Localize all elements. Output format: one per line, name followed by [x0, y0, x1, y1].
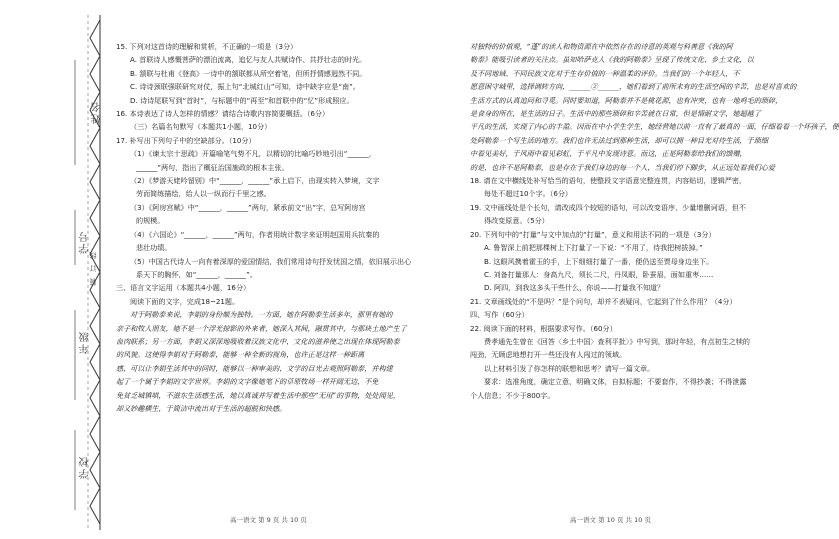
seal-text: 装 订 线: [89, 250, 97, 286]
question-17-item-2: （2）《梦游天姥吟留别》中“______，______”承上启下，由现实转入梦境，文字: [130, 176, 380, 186]
passage-line: 却又妙趣横生，于简洁中流出对于生活的超脱和快感。: [116, 403, 287, 413]
question-17-item-2-cont: 劳而简练描绘，给人以一纵而行千里之感。: [136, 189, 271, 199]
option-15d: D. 诗诗尾联写到“首时”，与标题中的“再至”和首联中的“忆”形成照应。: [130, 95, 354, 105]
option-15a: A. 首联诗人感慨菩萨的漂泊流离，追忆与友人共赋诗作、共抒壮志的时光。: [130, 55, 367, 65]
section-heading-dictation: （三）名篇名句默写（本题共1小题，10分）: [130, 122, 272, 132]
passage-line: 及不同地域、不同民族文化对于生存价值的一种温柔的评价。当我们的一个年轻人，不: [470, 68, 740, 78]
question-17-item-4: （4）《六国论》“______，______”两句，作者用统计数字来证明赵国用兵抗秦的: [130, 229, 380, 239]
question-17-item-4-cont: 悲壮功绩。: [136, 243, 172, 253]
question-20-stem: 20. 下列句中的“打量”与文中加点的“打量”，意义和用法不同的一项是（3分）: [470, 229, 716, 239]
question-18-stem: 18. 请在文中横线处补写恰当的语句，使整段文字语意完整连贯，内容贴切，逻辑严密，: [470, 176, 747, 186]
passage-line: 是食身的所在，是生活的日子。生活中的那些琐碎和辛苦就在日常，但是情耐文学，她超越了: [470, 109, 761, 119]
left-page-content: [116, 40, 416, 415]
question-17-item-3-cont: 的规模。: [136, 216, 165, 226]
question-18-cont: 每处不超过10个字。（6分）: [484, 189, 573, 199]
option-20d: D. 阿四，到我这多头干些什么，你说——打量我不知道？: [484, 283, 665, 293]
passage-line: 血肉联系；另一方面，李娟又深深地吸收着汉族文化中，文化的滋养使之出现在体现阿勒泰: [116, 336, 400, 346]
passage-line: 的是，也许不是阿勒泰，也是存在于我们身边的每一个人，当我们停下脚步，从正远处看我们心爱: [470, 162, 776, 172]
writing-requirements: 要求：选准角度，确定立意，明确文体，自拟标题；不要套作，不得抄袭；不得泄露: [484, 377, 747, 387]
question-19-cont: 得改变原意。（5分）: [484, 216, 549, 226]
question-17-stem: 17. 补写出下列句子中的空缺部分。（10分）: [116, 135, 256, 145]
school-label: 学校: [80, 455, 91, 479]
question-15-stem: 15. 下列对这首诗的理解和赏析，不正确的一项是（3分）: [116, 42, 298, 51]
right-page-footer: 高一语文 第 10 页 共 10 页: [570, 516, 651, 524]
option-15c: C. 诗诗颈联强联研究对仗，振上句“北城红山”可知，诗中缺字应是“南”。: [130, 82, 360, 92]
passage-line: 亲子和牧人朋友，她不是一个浮光掠影的外来者，她深入其间，融贯其中，与那块土地产生了: [116, 323, 407, 333]
question-17-item-5: （5）中国古代诗人一向有着深厚的爱国情结，我们常用诗句抒发忧国之情，依旧展示出心: [130, 256, 412, 266]
passage-line: 平凡的生活，实现了内心的丰盈。因而在中小学生学生，她经营她以前一直有了最真的一面，仔细看看一个坏孩子，便: [470, 122, 839, 132]
passage-line: 中看见美好，于风雨中看见彩虹，于平凡中发现诗意。而这，正是阿勒泰给我们的馈赠，: [470, 149, 747, 159]
class-label: 年级: [80, 330, 91, 354]
writing-material: 费孝通先生曾在《回答〈乡土中国〉查利平批〉》中写到，那时年轻，有点初生之犊的: [484, 336, 751, 346]
question-17-item-5-cont: 系天下的胸怀，如“______，______”。: [136, 269, 257, 279]
option-20c: C. 刘备打量那人：身高九尺，须长二尺，丹凤眼，卧蚕眉，面如重枣……: [484, 269, 714, 279]
passage-line: 对于阿勒泰来说，李娟的身份颇为独特。一方面，她在阿勒泰生活多年，那里有她的: [130, 310, 393, 320]
right-page-content: [470, 40, 839, 402]
id-label: 学号: [80, 230, 91, 254]
question-22-stem: 22. 阅读下面的材料，根据要求写作。（60分）: [470, 323, 617, 333]
passage-line: 感，可以让李娟生活其中的同时，能够以一种审美的、文学的目光去观照阿勒泰，并构建: [116, 363, 393, 373]
option-15b: B. 颔联与杜甫《登高》一诗中的颔联都从所空着笔，但所抒情感迥然不同。: [130, 68, 367, 78]
name-label: 姓名: [92, 100, 103, 124]
question-21-stem: 21. 文章画线处的“不是吗？”是个问句，却并不表疑问，它起到了什么作用？（4分）: [470, 296, 737, 306]
passage-line: 起了一个属于李娟的文学世界。李娟的文字像她笔下的草原牧场一样开阔无边，不免: [116, 377, 379, 387]
passage-line: 生活方式的认真追问和寻觅。同时要知道，阿勒泰并不是桃花源，也有冲突，也有一地鸡毛的琐碎，: [470, 95, 783, 105]
passage-line: 勒泰》能吸引读者的关注点。虽知哈萨克人《我的阿勒泰》呈现了传统文化、乡土文化，以: [470, 55, 754, 65]
passage-line: 免贫乏城镇哄，不滋东生活感生活，她以真诚并写着生活中那些“无用”的事物，处处闻见，: [116, 390, 400, 400]
section-heading-writing: 四、写作（60分）: [470, 310, 529, 320]
reading-instruction: 阅读下面的文字，完成18~21题。: [130, 296, 240, 306]
question-17-item-1-cont: ______”两句，指出了概征治国施政的根本主张。: [136, 162, 289, 172]
passage-line-blank-2: 愿意困守城里，选择调转方向，______②______，她们看到了前所未有的生活空间的辛苦，也是对喜欢的: [470, 82, 797, 92]
binding-strip: [0, 0, 112, 539]
section-heading-language: 三、语言文字运用（本题共4小题，16分）: [116, 283, 251, 293]
question-17-item-3: （3）《阿房宫赋》中“______，______”两句，紧承前文“出”字，总写阿房宫: [130, 202, 366, 212]
writing-material-cont: 闯劲，无顾虑地想打开一些还没有人闯过的领域。: [470, 350, 627, 360]
option-20b: B. 这眼风携着霍玉的手，上下细细打量了一番，便仍送至贾母身边坐下。: [484, 256, 714, 266]
question-17-item-1: （1）《谏太宗十思疏》开篇喻笔气势不凡，以精切的比喻巧妙地引出“______，: [130, 149, 376, 159]
passage-line: 对独特的价值观，“蓬”的读人和物资源在中依然存在的诗意的英观与科善意《我的阿: [470, 42, 733, 51]
option-20a: A. 鲁智深上前把那棵树上下打量了一下说：“不用了，待我把树拔掉。”: [484, 243, 703, 253]
passage-line: 处阿勒泰一个写生活的地方。我们也许无法过到那种生活，却可以拥一种目光对待生活，于琐细: [470, 135, 768, 145]
question-16-stem: 16. 本诗表达了诗人怎样的情感？请结合诗歌内容简要概括。（6分）: [116, 109, 330, 119]
question-19-stem: 19. 文中画线处是个长句，请改成四个较短的语句，可以改变语序、少量增删词语，但不: [470, 202, 747, 212]
writing-requirements-cont: 个人信息；不少于800字。: [470, 390, 555, 400]
passage-line: 的风貌。这使得李娟对于阿勒泰，能够一种全新的视角，也许正是这样一种距离: [116, 350, 365, 360]
writing-prompt: 以上材料引发了你怎样的联想和思考？请写一篇文章。: [484, 363, 655, 373]
left-page-footer: 高一语文 第 9 页 共 10 页: [230, 516, 307, 524]
